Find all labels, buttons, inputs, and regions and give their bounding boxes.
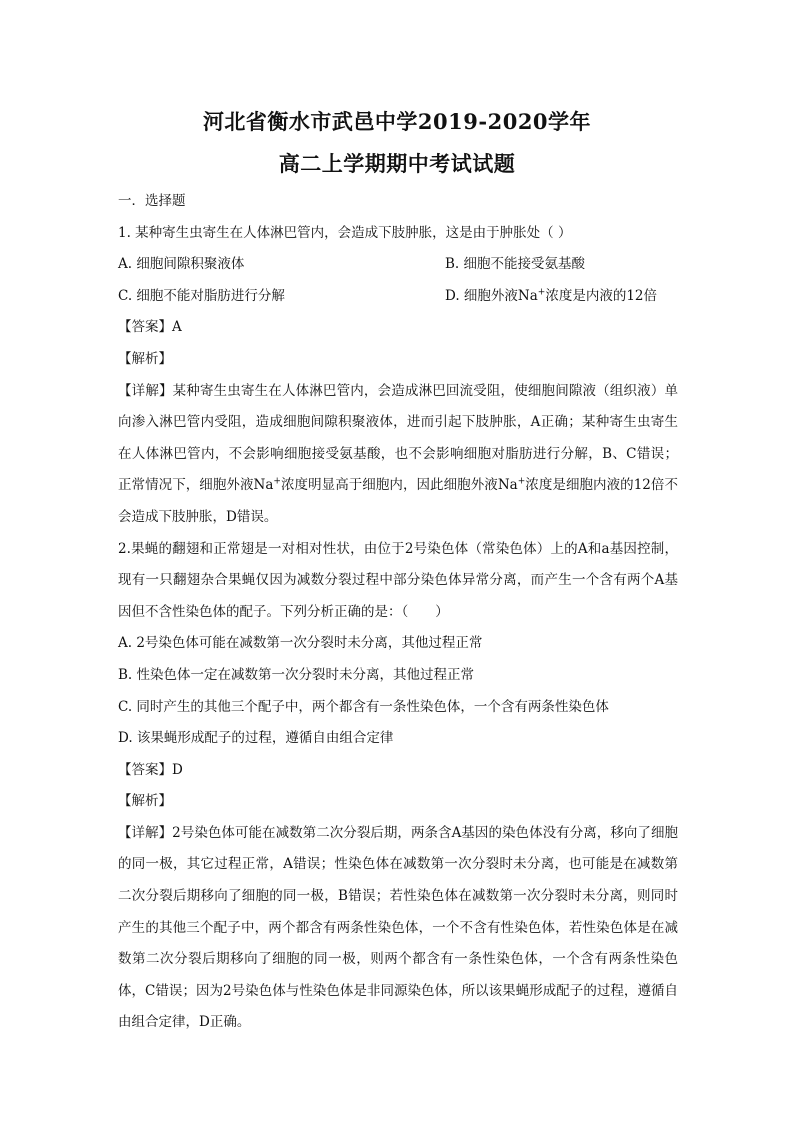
section-heading: 一．选择题 [118,193,186,209]
q1-stem: 1. 某种寄生虫寄生在人体淋巴管内，会造成下肢肿胀，这是由于肿胀处（ ） [118,224,572,241]
q1-option-a: A. 细胞间隙积聚液体 [118,256,245,273]
document-title-line2: 高二上学期期中考试试题 [278,151,516,176]
q2-option-d: D. 该果蝇形成配子的过程，遵循自由组合定律 [118,730,394,747]
q1-option-d: D. 细胞外液Na+浓度是内液的12倍 [445,287,658,304]
q2-option-b: B. 性染色体一定在减数第一次分裂时未分离，其他过程正常 [118,666,475,683]
q1-options-row1 [118,249,678,281]
q1-options-row2 [118,281,678,313]
question-1 [118,218,678,534]
q2-option-a: A. 2号染色体可能在减数第一次分裂时未分离，其他过程正常 [118,635,483,652]
document-title-line1: 河北省衡水市武邑中学2019-2020学年 [202,109,592,134]
q1-answer: 【答案】A [118,319,182,336]
q2-stem: 2.果蝇的翻翅和正常翅是一对相对性状，由位于2号染色体（常染色体）上的A和a基因控制，现有一只翻翅杂合果蝇仅因为减数分裂过程中部分染色体异常分离，而产生一个含有两个A基因但不含性染色体的配子。下列分析正确的是：（ ） [118,540,678,620]
q2-answer: 【答案】D [118,761,183,778]
q1-analysis-label: 【解析】 [118,350,172,367]
q2-analysis-label: 【解析】 [118,793,172,810]
document-body [118,186,678,1039]
q1-detail: 【详解】某种寄生虫寄生在人体淋巴管内，会造成淋巴回流受阻，使细胞间隙液（组织液）单向渗入淋巴管内受阻，造成细胞间隙积聚液体，进而引起下肢肿胀，A正确；某种寄生虫寄生在人体淋巴管内，不会影响细胞接受氨基酸，也不会影响细胞对脂肪进行分解，B、C错误；正常情况下，细胞外液Na+浓度明显高于细胞内，因此细胞外液Na+浓度是细胞内液的12倍不会造成下肢肿胀，D错误。 [118,382,678,525]
q1-option-c: C. 细胞不能对脂肪进行分解 [118,287,285,304]
q1-option-b: B. 细胞不能接受氨基酸 [445,256,586,273]
question-2 [118,534,678,1040]
q2-option-c: C. 同时产生的其他三个配子中，两个都含有一条性染色体，一个含有两条性染色体 [118,698,609,715]
q2-detail: 【详解】2号染色体可能在减数第二次分裂后期，两条含A基因的染色体没有分离，移向了细胞的同一极，其它过程正常，A错误；性染色体在减数第一次分裂时未分离，也可能是在减数第二次分裂后期移向了细胞的同一极，B错误；若性染色体在减数第一次分裂时未分离，则同时产生的其他三个配子中，两个都含有两条性染色体，一个不含有性染色体，若性染色体是在减数第二次分裂后期移向了细胞的同一极，则两个都含有一条性染色体，一个含有两条性染色体，C错误；因为2号染色体与性染色体是非同源染色体，所以该果蝇形成配子的过程，遵循自由组合定律，D正确。 [118,824,678,1031]
